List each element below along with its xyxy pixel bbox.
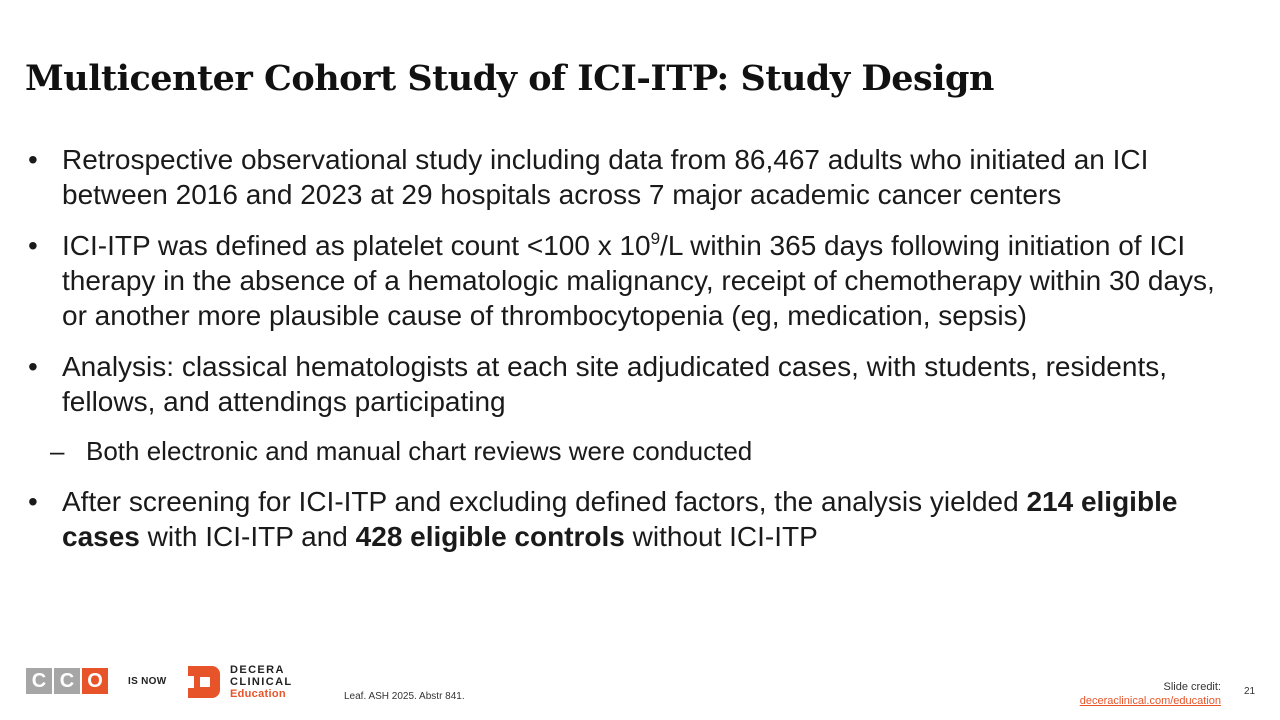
credit-url-part-1: deceraclinical: [1079, 695, 1147, 707]
results-text-mid: with ICI-ITP and: [139, 521, 356, 552]
cco-logo-letter-c1: C: [26, 668, 52, 694]
eligible-cases: 214 eligible cases: [62, 486, 1178, 552]
bullet-analysis: • Analysis: classical hematologists at each site adjudicated cases, with students, residents, fellows, and attendings participating: [26, 349, 1246, 419]
slide-title: Multicenter Cohort Study of ICI-ITP: Study Design: [25, 58, 994, 99]
cco-logo-letter-c2: C: [54, 668, 80, 694]
credit-url-part-3: /education: [1170, 695, 1221, 707]
is-now-label: IS NOW: [128, 676, 167, 687]
definition-text-end: /L within 365 days following initiation of ICI therapy in the absence of a hematologic malignancy, receipt of chemotherapy within 30 days, or another more plausible cause of thrombocytopenia (eg, medication, sepsis): [62, 230, 1215, 331]
credit-url-part-2: .com: [1146, 695, 1171, 707]
definition-text-start: ICI-ITP was defined as platelet count <100 x 10: [62, 230, 651, 261]
slide-credit-label: Slide credit:: [1163, 681, 1221, 693]
bullet-list: [26, 142, 1246, 570]
cco-logo: [26, 668, 108, 694]
citation: Leaf. ASH 2025. Abstr 841.: [344, 691, 465, 702]
page-number: 21: [1244, 686, 1256, 697]
results-text-start: After screening for ICI-ITP and excluding defined factors, the analysis yielded: [62, 486, 1027, 517]
definition-exponent: 9: [650, 229, 661, 248]
results-text-end: without ICI-ITP: [624, 521, 818, 552]
bullet-results: [26, 484, 1246, 554]
decera-wordmark: [230, 664, 293, 700]
decera-line-2: CLINICAL: [230, 676, 293, 688]
slide-credit-link[interactable]: [1080, 695, 1221, 707]
decera-line-1: DECERA: [230, 664, 285, 676]
slide-credit: [1080, 680, 1221, 708]
eligible-controls: 428 eligible controls: [355, 521, 625, 552]
cco-logo-letter-o: O: [82, 668, 108, 694]
bullet-ici-itp-definition: [26, 228, 1246, 333]
decera-line-3: Education: [230, 688, 286, 700]
sub-bullet-chart-reviews: – Both electronic and manual chart reviews were conducted: [26, 435, 1246, 468]
decera-logo-icon: [186, 664, 222, 700]
bullet-study-overview: • Retrospective observational study including data from 86,467 adults who initiated an ICI between 2016 and 2023 at 29 hospitals across 7 major academic cancer centers: [26, 142, 1246, 212]
